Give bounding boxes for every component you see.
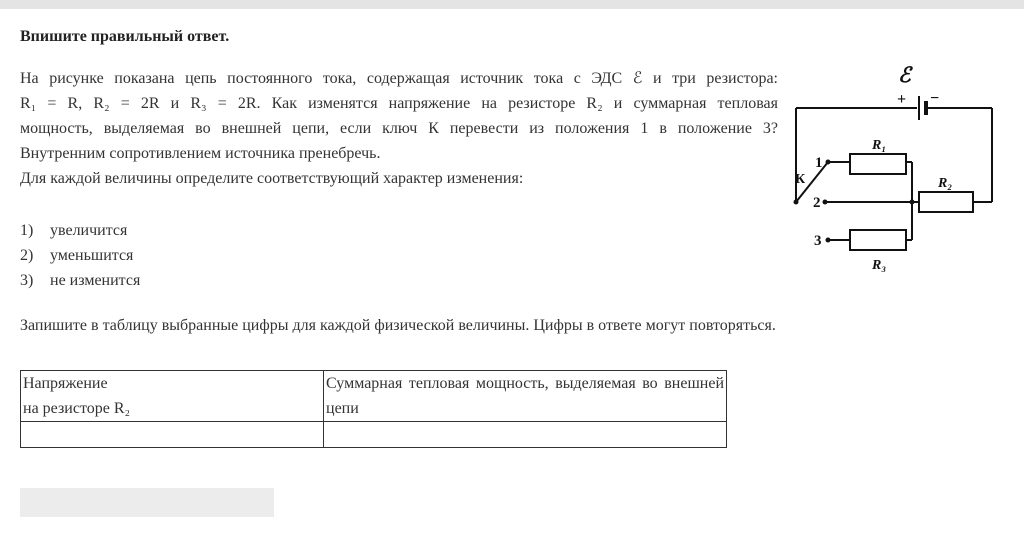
problem-line: Для каждой величины определите соответствующий характер изменения: xyxy=(20,170,524,187)
answer-table-header-1: Напряжение на резисторе R₂ xyxy=(21,371,324,422)
problem-line: На рисунке показана цепь постоянного тока, содержащая источник тока с ЭДС ℰ и три резистора: xyxy=(20,70,778,87)
option-3: 3) не изменится xyxy=(20,272,141,289)
r1-label: R₁ xyxy=(872,138,887,153)
r3-label: R₃ xyxy=(872,258,887,273)
option-2: 2) уменьшится xyxy=(20,247,134,264)
switch-label: К xyxy=(795,172,806,187)
problem-line: Внутренним сопротивлением источника пренебречь. xyxy=(20,145,381,162)
switch-pivot xyxy=(794,200,799,205)
resistor-r3 xyxy=(850,230,906,250)
option-1: 1) увеличится xyxy=(20,222,128,239)
instruction-text: Запишите в таблицу выбранные цифры для каждой физической величины. Цифры в ответе могут повторяться. xyxy=(20,317,776,334)
contact-1 xyxy=(826,160,831,165)
top-bar xyxy=(0,0,1024,9)
options-list xyxy=(20,218,140,293)
problem-line: мощность, выделяемая во внешней цепи, если ключ К перевести из положения 1 в положение 3? xyxy=(20,120,778,137)
emf-label: ℰ xyxy=(898,63,911,87)
contact-3 xyxy=(826,238,831,243)
resistor-r1 xyxy=(850,154,906,174)
task-heading: Впишите правильный ответ. xyxy=(20,28,230,45)
resistor-r2 xyxy=(919,192,973,212)
answer-input[interactable] xyxy=(20,488,274,517)
circuit-diagram xyxy=(788,62,1000,280)
contact-2 xyxy=(823,200,828,205)
problem-text xyxy=(20,66,778,191)
position-1-label: 1 xyxy=(815,155,823,171)
answer-table-header-2: Суммарная тепловая мощность, выделяемая во внешней цепи xyxy=(324,371,727,422)
answer-cell-1[interactable] xyxy=(21,422,324,448)
r2-label: R₂ xyxy=(938,176,953,191)
answer-table xyxy=(20,370,727,448)
position-3-label: 3 xyxy=(814,233,822,249)
minus-sign: − xyxy=(930,90,940,107)
plus-sign: + xyxy=(897,91,907,108)
problem-line: R₁ = R, R₂ = 2R и R₃ = 2R. Как изменятся напряжение на резисторе R₂ и суммарная тепловая xyxy=(20,95,778,112)
answer-cell-2[interactable] xyxy=(324,422,727,448)
position-2-label: 2 xyxy=(813,195,821,211)
junction-node xyxy=(910,200,915,205)
